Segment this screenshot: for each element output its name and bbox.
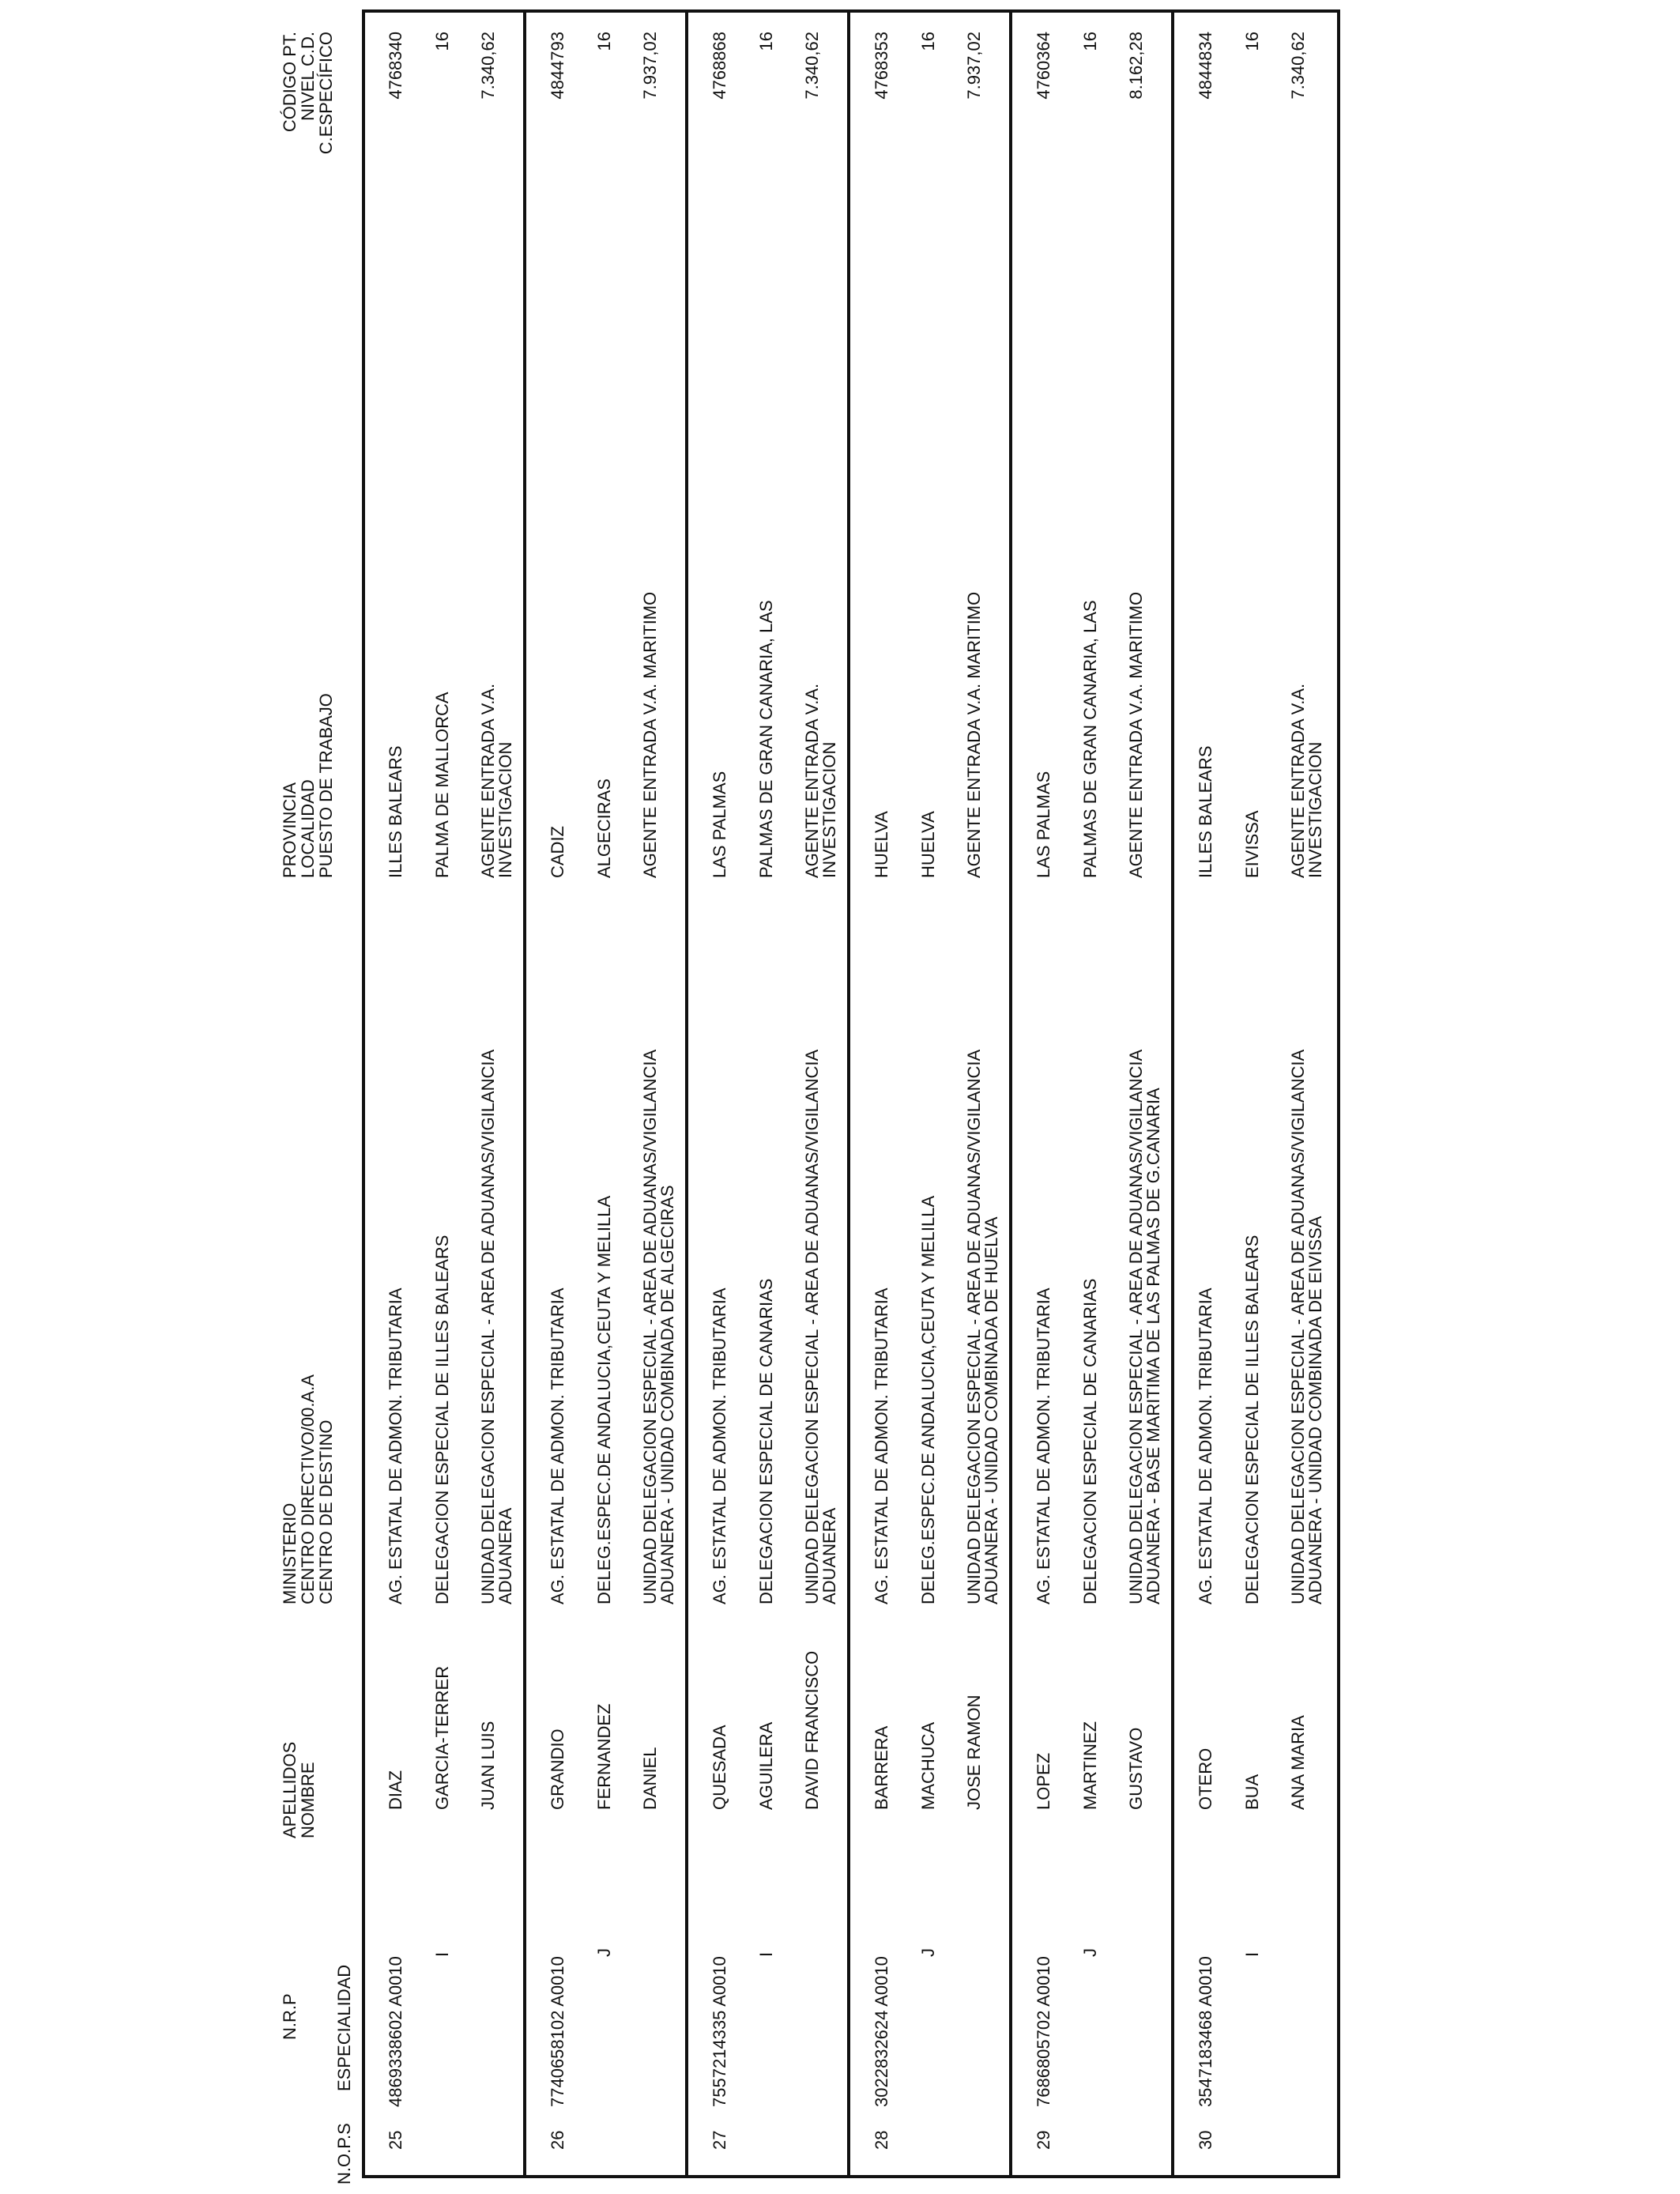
puesto-line-1: AGENTE ENTRADA V.A. MARITIMO: [964, 591, 984, 878]
header-provincia: PROVINCIA: [280, 782, 299, 878]
apellido-2: FERNANDEZ: [594, 1703, 614, 1810]
centro-directivo: DELEG.ESPEC.DE ANDALUCIA,CEUTA Y MELILLA: [918, 1195, 938, 1604]
localidad: HUELVA: [918, 811, 938, 878]
puesto-line-2: INVESTIGACION: [819, 741, 839, 878]
ministerio: AG. ESTATAL DE ADMON. TRIBUTARIA: [872, 1287, 891, 1604]
provincia: CADIZ: [548, 826, 567, 878]
row-divider: [523, 13, 526, 2175]
nops-number: 30: [1196, 2130, 1215, 2150]
records-table: [362, 9, 1340, 2178]
centro-destino-line-2: ADUANERA - BASE MARITIMA DE LAS PALMAS DE G.CANARIA: [1143, 1088, 1163, 1604]
nombre: DAVID FRANCISCO: [802, 1650, 822, 1810]
puesto-line-2: INVESTIGACION: [1305, 741, 1325, 878]
nops-number: 26: [548, 2130, 567, 2150]
codigo-pt: 4844793: [548, 32, 567, 100]
centro-destino-line-2: ADUANERA - UNIDAD COMBINADA DE ALGECIRAS: [657, 1185, 677, 1604]
apellido-1: BARRERA: [872, 1725, 891, 1810]
apellido-2: AGUILERA: [756, 1721, 776, 1810]
nrp-code: 7740658102 A0010: [548, 1956, 567, 2107]
header-apellidos: APELLIDOS: [280, 1741, 299, 1838]
nops-number: 29: [1034, 2130, 1053, 2150]
row-divider: [847, 13, 850, 2175]
especialidad-code: J: [918, 1948, 938, 1957]
centro-destino-line-1: UNIDAD DELEGACION ESPECIAL - AREA DE ADUANAS/VIGILANCIA: [964, 1049, 984, 1604]
header-nivel: NIVEL C.D.: [298, 32, 318, 121]
apellido-1: LOPEZ: [1034, 1752, 1053, 1810]
nombre: JUAN LUIS: [478, 1721, 498, 1810]
centro-destino-line-2: ADUANERA: [495, 1507, 515, 1604]
complemento-especifico: 7.937,02: [964, 32, 984, 100]
nivel-cd: 16: [594, 32, 614, 51]
especialidad-code: I: [432, 1951, 452, 1957]
centro-destino-line-2: ADUANERA - UNIDAD COMBINADA DE HUELVA: [981, 1216, 1001, 1604]
puesto-line-1: AGENTE ENTRADA V.A. MARITIMO: [1126, 591, 1146, 878]
codigo-pt: 4768353: [872, 32, 891, 100]
header-puesto: PUESTO DE TRABAJO: [316, 693, 336, 878]
row-divider: [685, 13, 688, 2175]
centro-destino-line-2: ADUANERA: [819, 1507, 839, 1604]
header-localidad: LOCALIDAD: [298, 779, 318, 878]
nrp-code: 3022832624 A0010: [872, 1956, 891, 2107]
ministerio: AG. ESTATAL DE ADMON. TRIBUTARIA: [710, 1287, 729, 1604]
especialidad-code: I: [756, 1951, 776, 1957]
provincia: LAS PALMAS: [1034, 771, 1053, 878]
especialidad-code: J: [1080, 1948, 1100, 1957]
localidad: PALMAS DE GRAN CANARIA, LAS: [756, 600, 776, 878]
header-codigo: CÓDIGO PT.: [280, 32, 299, 133]
nivel-cd: 16: [1242, 32, 1262, 51]
localidad: ALGECIRAS: [594, 778, 614, 878]
apellido-2: BUA: [1242, 1774, 1262, 1810]
centro-destino-line-1: UNIDAD DELEGACION ESPECIAL - AREA DE ADUANAS/VIGILANCIA: [1126, 1049, 1146, 1604]
provincia: ILLES BALEARS: [1196, 745, 1215, 878]
puesto-line-1: AGENTE ENTRADA V.A.: [478, 683, 498, 878]
especialidad-code: J: [594, 1948, 614, 1957]
header-especialidad: ESPECIALIDAD: [334, 1964, 354, 2091]
header-centro-destino: CENTRO DE DESTINO: [316, 1419, 336, 1604]
centro-directivo: DELEGACION ESPECIAL DE CANARIAS: [756, 1278, 776, 1604]
ministerio: AG. ESTATAL DE ADMON. TRIBUTARIA: [1034, 1287, 1053, 1604]
codigo-pt: 4760364: [1034, 32, 1053, 100]
apellido-1: GRANDIO: [548, 1728, 567, 1810]
especialidad-code: I: [1242, 1951, 1262, 1957]
apellido-2: GARCIA-TERRER: [432, 1665, 452, 1810]
header-nops: N.O.P.S: [334, 2123, 354, 2185]
codigo-pt: 4768868: [710, 32, 729, 100]
nrp-code: 7686805702 A0010: [1034, 1956, 1053, 2107]
apellido-2: MACHUCA: [918, 1721, 938, 1810]
ministerio: AG. ESTATAL DE ADMON. TRIBUTARIA: [1196, 1287, 1215, 1604]
header-ministerio: MINISTERIO: [280, 1502, 299, 1604]
codigo-pt: 4844834: [1196, 32, 1215, 100]
localidad: PALMA DE MALLORCA: [432, 692, 452, 878]
ministerio: AG. ESTATAL DE ADMON. TRIBUTARIA: [548, 1287, 567, 1604]
nivel-cd: 16: [1080, 32, 1100, 51]
complemento-especifico: 7.340,62: [478, 32, 498, 100]
provincia: ILLES BALEARS: [386, 745, 405, 878]
puesto-line-2: INVESTIGACION: [495, 741, 515, 878]
nombre: GUSTAVO: [1126, 1727, 1146, 1810]
provincia: LAS PALMAS: [710, 771, 729, 878]
nivel-cd: 16: [918, 32, 938, 51]
nivel-cd: 16: [432, 32, 452, 51]
localidad: PALMAS DE GRAN CANARIA, LAS: [1080, 600, 1100, 878]
centro-destino-line-1: UNIDAD DELEGACION ESPECIAL - AREA DE ADUANAS/VIGILANCIA: [640, 1049, 660, 1604]
nivel-cd: 16: [756, 32, 776, 51]
nops-number: 27: [710, 2130, 729, 2150]
row-divider: [1009, 13, 1012, 2175]
apellido-1: OTERO: [1196, 1747, 1215, 1810]
nops-number: 28: [872, 2130, 891, 2150]
header-centro-directivo: CENTRO DIRECTIVO/00.A.A: [298, 1374, 318, 1604]
nombre: JOSE RAMON: [964, 1695, 984, 1810]
centro-directivo: DELEGACION ESPECIAL DE CANARIAS: [1080, 1278, 1100, 1604]
centro-directivo: DELEGACION ESPECIAL DE ILLES BALEARS: [432, 1235, 452, 1604]
complemento-especifico: 8.162,28: [1126, 32, 1146, 100]
nrp-code: 7557214335 A0010: [710, 1956, 729, 2107]
puesto-line-1: AGENTE ENTRADA V.A.: [1288, 683, 1308, 878]
ministerio: AG. ESTATAL DE ADMON. TRIBUTARIA: [386, 1287, 405, 1604]
localidad: EIVISSA: [1242, 810, 1262, 878]
header-nrp: N.R.P: [280, 1993, 299, 2040]
nops-number: 25: [386, 2130, 405, 2150]
header-nombre: NOMBRE: [298, 1762, 318, 1838]
centro-directivo: DELEGACION ESPECIAL DE ILLES BALEARS: [1242, 1235, 1262, 1604]
complemento-especifico: 7.340,62: [1288, 32, 1308, 100]
row-divider: [1171, 13, 1174, 2175]
header-especifico: C.ESPECÍFICO: [316, 32, 336, 155]
centro-destino-line-2: ADUANERA - UNIDAD COMBINADA DE EIVISSA: [1305, 1216, 1325, 1604]
nombre: ANA MARIA: [1288, 1715, 1308, 1810]
apellido-1: QUESADA: [710, 1725, 729, 1810]
complemento-especifico: 7.937,02: [640, 32, 660, 100]
provincia: HUELVA: [872, 811, 891, 878]
puesto-line-1: AGENTE ENTRADA V.A.: [802, 683, 822, 878]
codigo-pt: 4768340: [386, 32, 405, 100]
centro-destino-line-1: UNIDAD DELEGACION ESPECIAL - AREA DE ADUANAS/VIGILANCIA: [802, 1049, 822, 1604]
nombre: DANIEL: [640, 1747, 660, 1810]
centro-destino-line-1: UNIDAD DELEGACION ESPECIAL - AREA DE ADUANAS/VIGILANCIA: [1288, 1049, 1308, 1604]
apellido-2: MARTINEZ: [1080, 1721, 1100, 1810]
centro-directivo: DELEG.ESPEC.DE ANDALUCIA,CEUTA Y MELILLA: [594, 1195, 614, 1604]
centro-destino-line-1: UNIDAD DELEGACION ESPECIAL - AREA DE ADUANAS/VIGILANCIA: [478, 1049, 498, 1604]
nrp-code: 4869338602 A0010: [386, 1956, 405, 2107]
nrp-code: 3547183468 A0010: [1196, 1956, 1215, 2107]
puesto-line-1: AGENTE ENTRADA V.A. MARITIMO: [640, 591, 660, 878]
apellido-1: DIAZ: [386, 1770, 405, 1810]
complemento-especifico: 7.340,62: [802, 32, 822, 100]
